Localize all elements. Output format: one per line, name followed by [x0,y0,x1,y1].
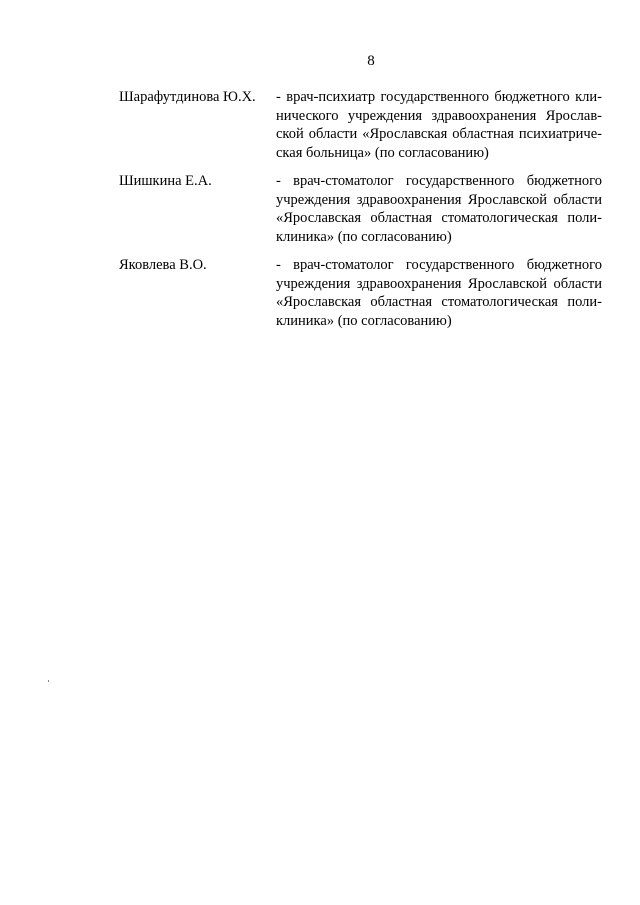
position-line: нического учреждения здравоохранения Ярослав- [276,107,602,124]
position-line: - врач-психиатр государственного бюджетного кли- [276,89,602,105]
scan-speck [48,680,49,682]
position-line: учреждения здравоохранения Ярославской области [276,275,602,292]
position-line: ской области «Ярославская областная психиатриче- [276,126,602,142]
position-line: «Ярославская областная стоматологическая поли- [276,210,602,226]
page-number: 8 [367,53,375,69]
person-position [276,88,602,162]
position-line: учреждения здравоохранения Ярославской области [276,191,602,208]
position-line: - врач-стоматолог государственного бюджетного [276,173,602,189]
position-line: клиника» (по согласованию) [276,228,452,245]
position-line: - врач-стоматолог государственного бюджетного [276,257,602,273]
person-name: Шарафутдинова Ю.Х. [119,89,256,105]
person-name: Яковлева В.О. [119,257,207,273]
person-name: Шишкина Е.А. [119,173,212,189]
position-line: ская больница» (по согласованию) [276,144,489,161]
person-position [276,172,602,246]
position-line: клиника» (по согласованию) [276,312,452,329]
position-line: «Ярославская областная стоматологическая поли- [276,294,602,310]
person-position [276,256,602,330]
